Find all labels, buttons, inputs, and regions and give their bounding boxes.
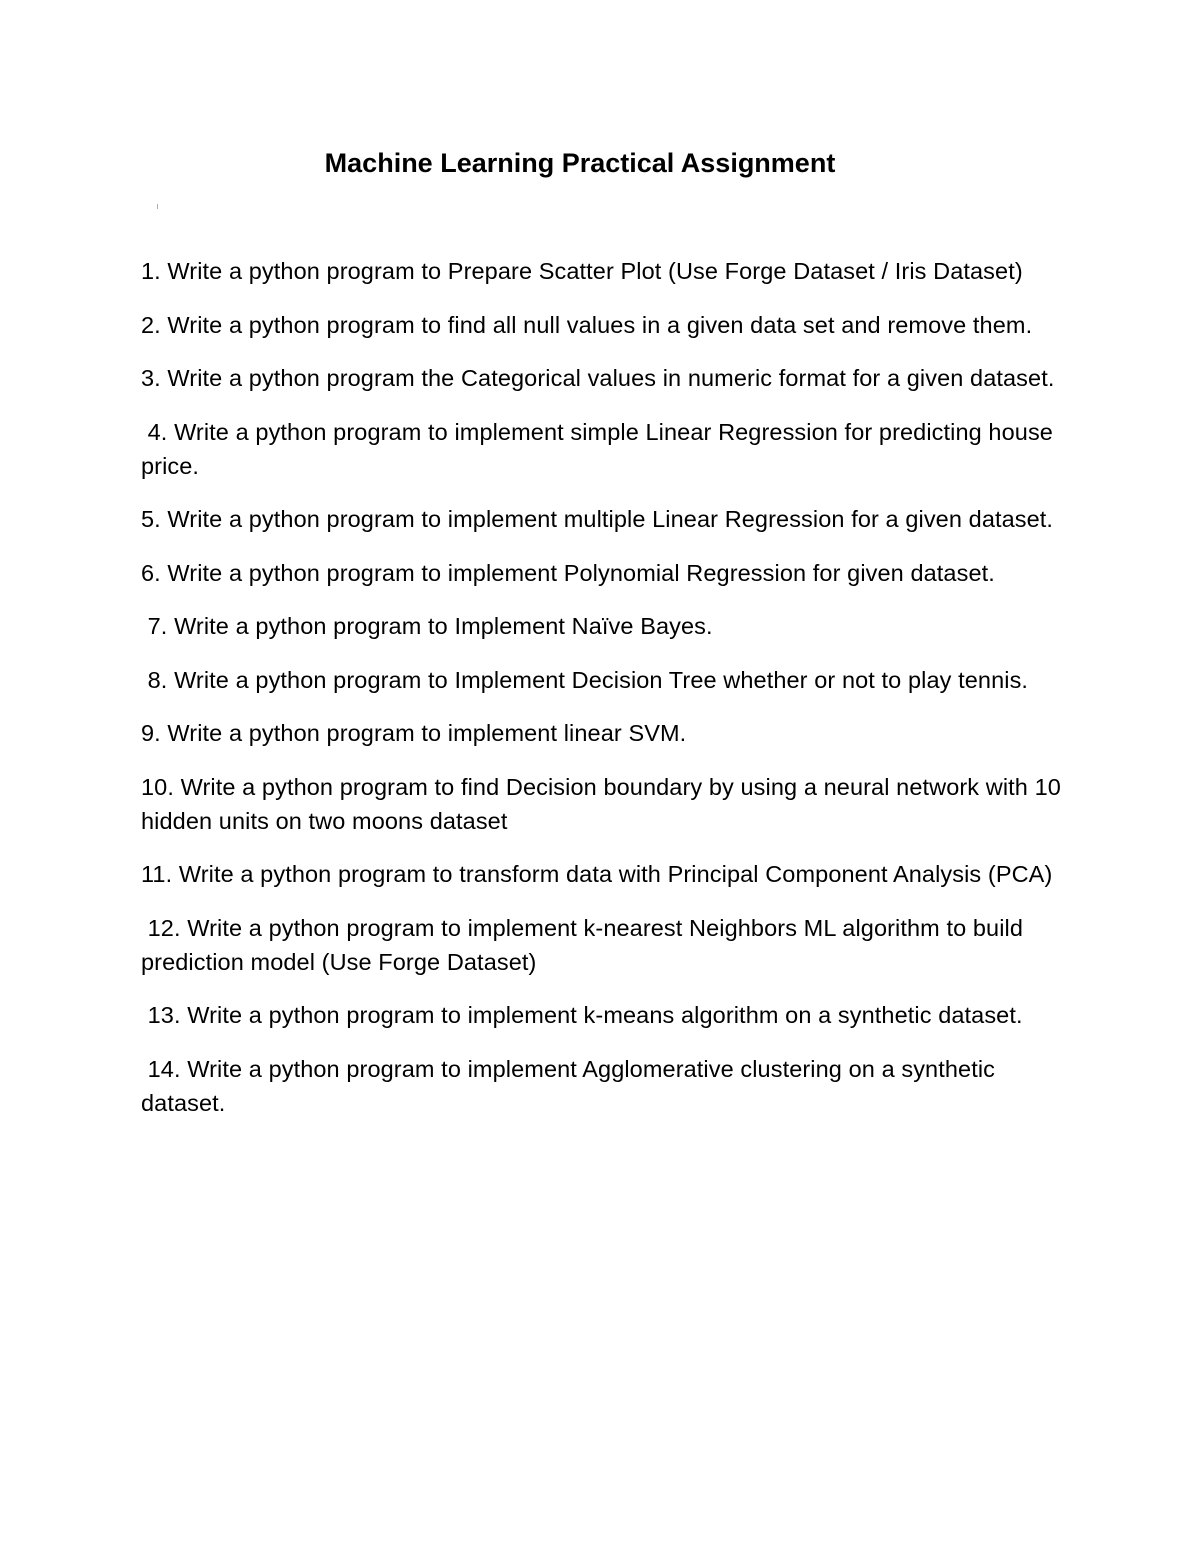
document-title: Machine Learning Practical Assignment [324,148,836,178]
assignment-item-14: 14. Write a python program to implement Agglomerative clustering on a synthetic dataset. [141,1055,1002,1116]
assignment-item-4: 4. Write a python program to implement simple Linear Regression for predicting house price. [141,418,1060,479]
assignment-item-13: 13. Write a python program to implement k-means algorithm on a synthetic dataset. [141,1002,1023,1028]
assignment-item-11: 11. Write a python program to transform data with Principal Component Analysis (PCA) [141,861,1053,887]
assignment-item-6: 6. Write a python program to implement Polynomial Regression for given dataset. [141,559,995,586]
assignment-list [141,254,1071,1139]
assignment-item-10: 10. Write a python program to find Decision boundary by using a neural network with 10 hidden units on two moons dataset [141,773,1068,834]
assignment-item-8: 8. Write a python program to Implement Decision Tree whether or not to play tennis. [141,666,1029,693]
assignment-item-7: 7. Write a python program to Implement Naïve Bayes. [141,613,713,639]
assignment-item-1: 1. Write a python program to Prepare Scatter Plot (Use Forge Dataset / Iris Dataset) [141,258,1023,284]
assignment-item-2: 2. Write a python program to find all null values in a given data set and remove them. [141,311,1033,338]
stray-mark [157,204,158,209]
assignment-item-12: 12. Write a python program to implement k-nearest Neighbors ML algorithm to build prediction model (Use Forge Dataset) [141,914,1030,975]
assignment-item-9: 9. Write a python program to implement linear SVM. [141,720,687,746]
assignment-item-3: 3. Write a python program the Categorical values in numeric format for a given dataset. [141,365,1055,391]
assignment-item-5: 5. Write a python program to implement multiple Linear Regression for a given dataset. [141,506,1054,532]
